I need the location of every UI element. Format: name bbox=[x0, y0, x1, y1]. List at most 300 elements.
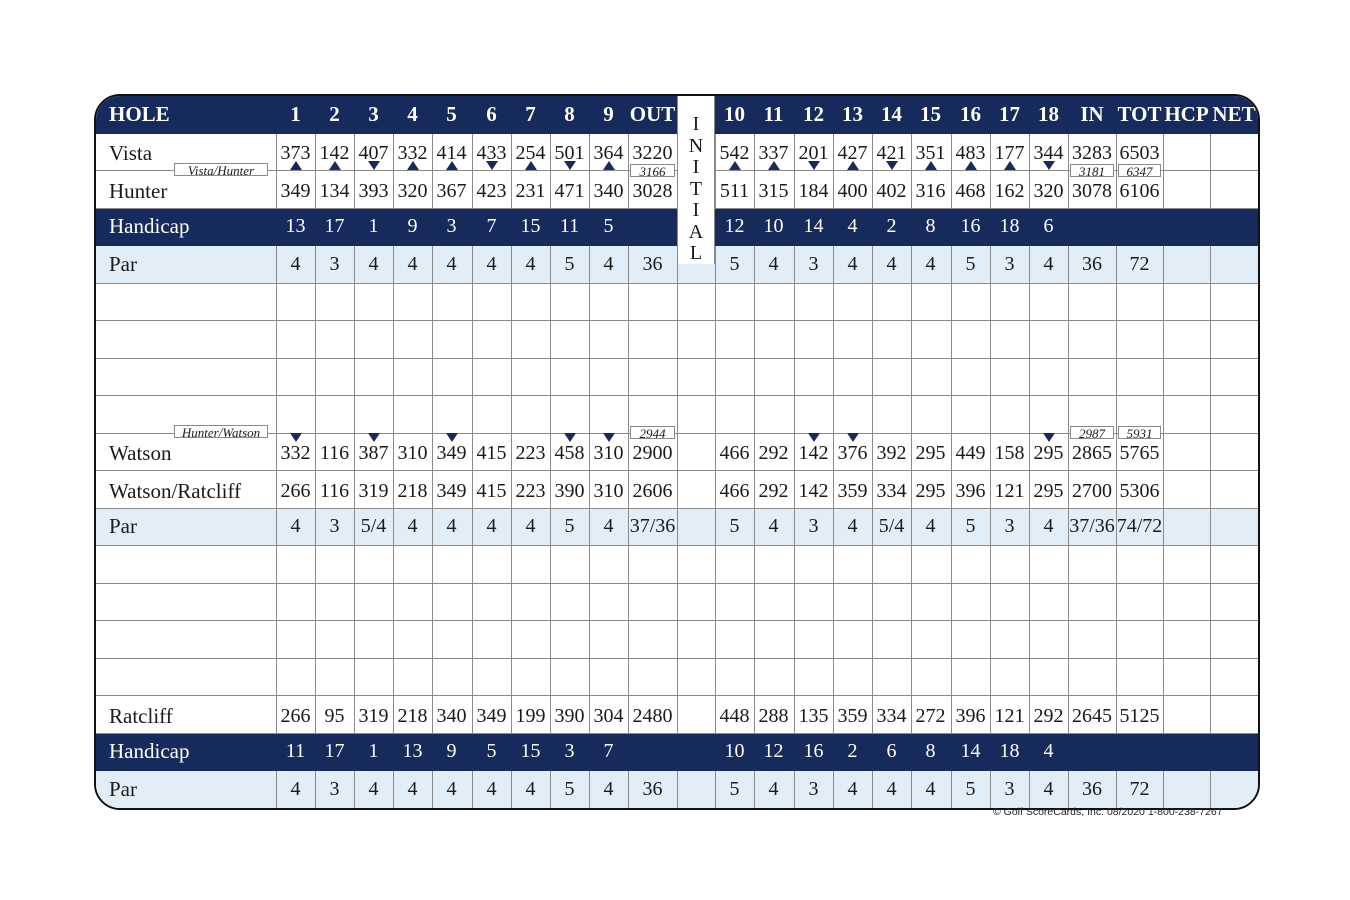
hole-value: 4 bbox=[847, 252, 858, 275]
hole-value: 3 bbox=[1004, 252, 1015, 275]
combo-total-tot: 6347 bbox=[1118, 164, 1161, 177]
hole-value: 266 bbox=[280, 704, 311, 727]
tot-value: 72 bbox=[1129, 252, 1150, 275]
in-value bbox=[1068, 734, 1116, 771]
hole-value: 4 bbox=[486, 515, 497, 538]
hole-value: 3 bbox=[329, 252, 340, 275]
initial-letter: A bbox=[688, 220, 704, 243]
hole-value: 288 bbox=[758, 704, 789, 727]
triangle-down-icon bbox=[886, 161, 898, 170]
row-label: Par bbox=[109, 777, 137, 802]
initial-column bbox=[677, 96, 715, 264]
hole-value: 402 bbox=[876, 179, 907, 202]
hole-value: 295 bbox=[915, 479, 946, 502]
hole-value: 5/4 bbox=[878, 515, 905, 538]
initial-letter: N bbox=[688, 134, 704, 157]
out-value: 2606 bbox=[632, 479, 673, 502]
hole-value: 1 bbox=[368, 740, 379, 763]
hole-value: 4 bbox=[847, 215, 858, 238]
tot-value: 6106 bbox=[1119, 179, 1160, 202]
hole-value: 320 bbox=[397, 179, 428, 202]
hole-value: 3 bbox=[329, 778, 340, 801]
combo-tag-hunter-watson: Hunter/Watson bbox=[174, 425, 268, 438]
hole-value: 349 bbox=[436, 442, 467, 465]
hole-value: 5 bbox=[603, 215, 614, 238]
row-label: Watson/Ratcliff bbox=[109, 478, 242, 503]
hole-value: 95 bbox=[324, 704, 345, 727]
handicap-row bbox=[96, 734, 1258, 772]
hole-value: 4 bbox=[925, 778, 936, 801]
triangle-up-icon bbox=[407, 209, 419, 218]
hole-value: 3 bbox=[564, 740, 575, 763]
out-header: OUT bbox=[629, 101, 676, 126]
hole-value: 400 bbox=[837, 179, 868, 202]
hole-value: 10 bbox=[724, 740, 745, 763]
hole-number-7: 7 bbox=[525, 101, 536, 126]
hole-value: 511 bbox=[719, 179, 750, 202]
hole-value: 349 bbox=[436, 479, 467, 502]
triangle-up-icon bbox=[407, 161, 419, 170]
hole-number-12: 12 bbox=[803, 101, 824, 126]
initial-letter: I bbox=[692, 156, 700, 178]
hole-value: 5 bbox=[729, 252, 740, 275]
copyright-footer: © Golf ScoreCards, Inc. 08/2020 1-800-238-7267 bbox=[993, 806, 1223, 818]
watson-ratcliff-row bbox=[96, 471, 1258, 509]
combo-total-in: 3181 bbox=[1070, 164, 1114, 177]
hole-value: 295 bbox=[1033, 442, 1064, 465]
hole-value: 376 bbox=[837, 442, 868, 465]
combo-total-out: 3166 bbox=[630, 164, 675, 177]
hole-value: 15 bbox=[520, 215, 541, 238]
hole-value: 4 bbox=[446, 515, 457, 538]
hole-value: 4 bbox=[1043, 778, 1054, 801]
hole-value: 18 bbox=[999, 215, 1020, 238]
hole-value: 158 bbox=[994, 442, 1025, 465]
hole-value: 184 bbox=[798, 179, 829, 202]
hole-value: 9 bbox=[407, 215, 418, 238]
hole-value: 4 bbox=[290, 252, 301, 275]
triangle-down-icon bbox=[808, 161, 820, 170]
hole-value: 304 bbox=[593, 704, 624, 727]
hole-value: 4 bbox=[368, 778, 379, 801]
hole-value: 423 bbox=[476, 179, 507, 202]
hole-number-18: 18 bbox=[1038, 101, 1059, 126]
initial-letter: T bbox=[689, 177, 703, 200]
triangle-down-icon bbox=[564, 161, 576, 170]
triangle-up-icon bbox=[329, 161, 341, 170]
hole-value: 5 bbox=[965, 778, 976, 801]
tot-header: TOT bbox=[1117, 101, 1162, 126]
hole-value: 4 bbox=[1043, 252, 1054, 275]
triangle-up-icon bbox=[603, 209, 615, 218]
tot-value bbox=[1116, 209, 1163, 246]
hole-value: 272 bbox=[915, 704, 946, 727]
scorecard bbox=[94, 94, 1260, 810]
hole-value: 349 bbox=[476, 704, 507, 727]
hole-value: 218 bbox=[397, 479, 428, 502]
hole-value: 396 bbox=[955, 704, 986, 727]
row-label: Par bbox=[109, 251, 137, 276]
hole-number-13: 13 bbox=[842, 101, 863, 126]
hole-value: 334 bbox=[876, 479, 907, 502]
triangle-down-icon bbox=[368, 433, 380, 442]
hole-value: 4 bbox=[603, 778, 614, 801]
hole-value: 11 bbox=[285, 740, 306, 763]
row-label: Par bbox=[109, 514, 137, 539]
out-value: 36 bbox=[642, 252, 663, 275]
hole-value: 2 bbox=[886, 215, 897, 238]
hole-value: 116 bbox=[319, 442, 350, 465]
hole-value: 359 bbox=[837, 479, 868, 502]
initial-letter: L bbox=[689, 242, 703, 264]
hole-value: 396 bbox=[955, 479, 986, 502]
out-value: 2900 bbox=[632, 442, 673, 465]
row-label: Handicap bbox=[109, 739, 190, 764]
blank-score-row[interactable] bbox=[96, 359, 1258, 397]
hole-value: 4 bbox=[290, 778, 301, 801]
hole-value: 4 bbox=[886, 252, 897, 275]
hole-value: 332 bbox=[397, 142, 428, 165]
hole-value: 390 bbox=[554, 704, 585, 727]
hole-value: 4 bbox=[768, 778, 779, 801]
out-value: 37/36 bbox=[629, 515, 676, 538]
hole-value: 319 bbox=[358, 704, 389, 727]
triangle-up-icon bbox=[525, 209, 537, 218]
hole-value: 14 bbox=[803, 215, 824, 238]
hole-value: 12 bbox=[724, 215, 745, 238]
triangle-up-icon bbox=[603, 161, 615, 170]
in-value: 2645 bbox=[1072, 704, 1112, 727]
hole-value: 5 bbox=[564, 252, 575, 275]
triangle-up-icon bbox=[925, 209, 937, 218]
out-value: 36 bbox=[642, 778, 663, 801]
hole-value: 4 bbox=[886, 778, 897, 801]
tot-value: 72 bbox=[1129, 778, 1150, 801]
hole-value: 4 bbox=[368, 252, 379, 275]
hole-number-10: 10 bbox=[724, 101, 745, 126]
ratcliff-row bbox=[96, 696, 1258, 734]
hole-value: 332 bbox=[280, 442, 311, 465]
hole-value: 483 bbox=[955, 142, 986, 165]
blank-score-row[interactable] bbox=[96, 621, 1258, 659]
hole-value: 3 bbox=[1004, 515, 1015, 538]
hole-value: 414 bbox=[436, 142, 467, 165]
hole-number-11: 11 bbox=[763, 101, 784, 126]
hole-number-15: 15 bbox=[920, 101, 941, 126]
hole-value: 266 bbox=[280, 479, 311, 502]
hole-value: 501 bbox=[554, 142, 585, 165]
hole-value: 315 bbox=[758, 179, 789, 202]
blank-score-row[interactable] bbox=[96, 584, 1258, 622]
combo-total-tot: 5931 bbox=[1118, 426, 1161, 439]
combo-total-in: 2987 bbox=[1070, 426, 1114, 439]
in-value: 3283 bbox=[1072, 142, 1112, 165]
row-label: Vista bbox=[109, 141, 153, 166]
hole-value: 373 bbox=[280, 142, 311, 165]
hole-value: 231 bbox=[515, 179, 546, 202]
net-header: NET bbox=[1212, 101, 1256, 126]
tot-value: 5306 bbox=[1119, 479, 1160, 502]
hole-value: 4 bbox=[407, 515, 418, 538]
hole-number-9: 9 bbox=[603, 101, 614, 126]
hole-value: 5/4 bbox=[360, 515, 387, 538]
triangle-up-icon bbox=[525, 161, 537, 170]
hole-number-16: 16 bbox=[960, 101, 981, 126]
blank-score-row[interactable] bbox=[96, 659, 1258, 697]
triangle-down-icon bbox=[290, 433, 302, 442]
hole-value: 16 bbox=[960, 215, 981, 238]
hole-value: 142 bbox=[798, 479, 829, 502]
hole-value: 448 bbox=[719, 704, 750, 727]
hole-value: 8 bbox=[925, 740, 936, 763]
triangle-down-icon bbox=[1043, 433, 1055, 442]
hole-value: 201 bbox=[798, 142, 829, 165]
hole-value: 4 bbox=[486, 778, 497, 801]
hole-value: 4 bbox=[847, 515, 858, 538]
hole-value: 7 bbox=[486, 215, 497, 238]
hole-value: 121 bbox=[994, 479, 1025, 502]
hole-value: 5 bbox=[486, 740, 497, 763]
hole-value: 292 bbox=[758, 442, 789, 465]
hole-value: 4 bbox=[603, 252, 614, 275]
hole-value: 7 bbox=[603, 740, 614, 763]
hole-number-4: 4 bbox=[407, 101, 418, 126]
hole-value: 458 bbox=[554, 442, 585, 465]
triangle-down-icon bbox=[368, 161, 380, 170]
hole-value: 340 bbox=[593, 179, 624, 202]
hole-number-1: 1 bbox=[290, 101, 301, 126]
hole-value: 337 bbox=[758, 142, 789, 165]
hole-value: 5 bbox=[729, 778, 740, 801]
hole-value: 16 bbox=[803, 740, 824, 763]
hole-value: 351 bbox=[915, 142, 946, 165]
hole-header-label: HOLE bbox=[109, 101, 170, 126]
hole-value: 116 bbox=[319, 479, 350, 502]
triangle-up-icon bbox=[329, 209, 341, 218]
hole-value: 316 bbox=[915, 179, 946, 202]
in-value: 36 bbox=[1082, 778, 1102, 801]
hole-value: 218 bbox=[397, 704, 428, 727]
hole-value: 4 bbox=[446, 778, 457, 801]
tot-value bbox=[1116, 734, 1163, 771]
hole-value: 344 bbox=[1033, 142, 1064, 165]
triangle-down-icon bbox=[446, 433, 458, 442]
hole-value: 3 bbox=[1004, 778, 1015, 801]
combo-total-out: 2944 bbox=[630, 426, 675, 439]
triangle-down-icon bbox=[603, 433, 615, 442]
hole-value: 4 bbox=[768, 252, 779, 275]
hole-value: 340 bbox=[436, 704, 467, 727]
out-value bbox=[628, 209, 677, 246]
hole-value: 12 bbox=[763, 740, 784, 763]
hole-number-3: 3 bbox=[368, 101, 379, 126]
hole-value: 4 bbox=[847, 778, 858, 801]
hole-value: 142 bbox=[319, 142, 350, 165]
hole-value: 121 bbox=[994, 704, 1025, 727]
triangle-down-icon bbox=[486, 161, 498, 170]
in-header: IN bbox=[1080, 101, 1104, 126]
out-value: 2480 bbox=[632, 704, 673, 727]
hole-value: 4 bbox=[925, 252, 936, 275]
blank-score-row[interactable] bbox=[96, 321, 1258, 359]
hole-value: 415 bbox=[476, 442, 507, 465]
hole-value: 471 bbox=[554, 179, 585, 202]
hcp-header: HCP bbox=[1164, 101, 1209, 126]
triangle-up-icon bbox=[1004, 209, 1016, 218]
hole-value: 310 bbox=[593, 479, 624, 502]
hole-value: 4 bbox=[768, 515, 779, 538]
hole-value: 254 bbox=[515, 142, 546, 165]
blank-score-row[interactable] bbox=[96, 284, 1258, 322]
hole-value: 4 bbox=[407, 778, 418, 801]
hole-value: 8 bbox=[925, 215, 936, 238]
out-value bbox=[628, 734, 677, 771]
hole-value: 407 bbox=[358, 142, 389, 165]
row-label: Ratcliff bbox=[109, 703, 173, 728]
hole-number-5: 5 bbox=[446, 101, 457, 126]
hole-value: 364 bbox=[593, 142, 624, 165]
hole-value: 4 bbox=[1043, 515, 1054, 538]
hole-value: 4 bbox=[525, 252, 536, 275]
hole-value: 223 bbox=[515, 442, 546, 465]
hole-value: 2 bbox=[847, 740, 858, 763]
hole-value: 4 bbox=[446, 252, 457, 275]
hole-value: 466 bbox=[719, 479, 750, 502]
hole-value: 295 bbox=[915, 442, 946, 465]
triangle-up-icon bbox=[847, 161, 859, 170]
hole-value: 5 bbox=[965, 252, 976, 275]
hole-value: 433 bbox=[476, 142, 507, 165]
triangle-up-icon bbox=[965, 161, 977, 170]
out-value: 3028 bbox=[632, 179, 673, 202]
triangle-up-icon bbox=[446, 161, 458, 170]
tot-value: 6503 bbox=[1119, 142, 1160, 165]
hole-value: 367 bbox=[436, 179, 467, 202]
hole-number-17: 17 bbox=[999, 101, 1020, 126]
hole-value: 4 bbox=[1043, 740, 1054, 763]
initial-letter: I bbox=[692, 113, 700, 135]
triangle-up-icon bbox=[768, 209, 780, 218]
hole-number-14: 14 bbox=[881, 101, 902, 126]
hole-value: 4 bbox=[603, 515, 614, 538]
in-value: 2700 bbox=[1072, 479, 1112, 502]
hole-value: 3 bbox=[446, 215, 457, 238]
hole-value: 392 bbox=[876, 442, 907, 465]
hole-value: 387 bbox=[358, 442, 389, 465]
triangle-up-icon bbox=[446, 209, 458, 218]
par-row bbox=[96, 771, 1258, 809]
hole-value: 3 bbox=[808, 778, 819, 801]
hole-value: 15 bbox=[520, 740, 541, 763]
tot-value: 74/72 bbox=[1116, 515, 1163, 538]
triangle-up-icon bbox=[290, 161, 302, 170]
hole-value: 14 bbox=[960, 740, 981, 763]
hole-value: 310 bbox=[593, 442, 624, 465]
hole-value: 393 bbox=[358, 179, 389, 202]
hole-value: 5 bbox=[564, 778, 575, 801]
hole-value: 6 bbox=[886, 740, 897, 763]
hole-value: 292 bbox=[758, 479, 789, 502]
row-label: Watson bbox=[109, 441, 172, 466]
par-row bbox=[96, 509, 1258, 547]
hole-value: 310 bbox=[397, 442, 428, 465]
tot-value: 5125 bbox=[1119, 704, 1160, 727]
hole-value: 4 bbox=[525, 515, 536, 538]
hole-value: 135 bbox=[798, 704, 829, 727]
out-value: 3220 bbox=[632, 142, 673, 165]
hole-value: 10 bbox=[763, 215, 784, 238]
hole-value: 349 bbox=[280, 179, 311, 202]
hole-value: 142 bbox=[798, 442, 829, 465]
hole-number-8: 8 bbox=[564, 101, 575, 126]
in-value: 2865 bbox=[1072, 442, 1112, 465]
tot-value: 5765 bbox=[1119, 442, 1160, 465]
triangle-up-icon bbox=[729, 209, 741, 218]
triangle-up-icon bbox=[1004, 161, 1016, 170]
hole-value: 466 bbox=[719, 442, 750, 465]
row-label: Hunter bbox=[109, 178, 168, 203]
hole-value: 4 bbox=[290, 515, 301, 538]
initial-letter: I bbox=[692, 199, 700, 221]
in-value bbox=[1068, 209, 1116, 246]
triangle-down-icon bbox=[564, 433, 576, 442]
hole-value: 427 bbox=[837, 142, 868, 165]
hole-value: 17 bbox=[324, 740, 345, 763]
hole-value: 6 bbox=[1043, 215, 1054, 238]
blank-score-row[interactable] bbox=[96, 546, 1258, 584]
hole-value: 449 bbox=[955, 442, 986, 465]
hole-value: 319 bbox=[358, 479, 389, 502]
triangle-up-icon bbox=[925, 161, 937, 170]
hole-value: 13 bbox=[285, 215, 306, 238]
hole-value: 1 bbox=[368, 215, 379, 238]
hole-value: 17 bbox=[324, 215, 345, 238]
hole-value: 4 bbox=[525, 778, 536, 801]
hole-value: 359 bbox=[837, 704, 868, 727]
hole-number-6: 6 bbox=[486, 101, 497, 126]
hole-value: 415 bbox=[476, 479, 507, 502]
row-label: Handicap bbox=[109, 214, 190, 239]
hole-value: 223 bbox=[515, 479, 546, 502]
hole-value: 390 bbox=[554, 479, 585, 502]
hole-value: 9 bbox=[446, 740, 457, 763]
triangle-up-icon bbox=[729, 161, 741, 170]
hole-value: 11 bbox=[559, 215, 580, 238]
hole-value: 5 bbox=[729, 515, 740, 538]
hole-value: 334 bbox=[876, 704, 907, 727]
triangle-up-icon bbox=[847, 209, 859, 218]
hole-value: 5 bbox=[564, 515, 575, 538]
hole-value: 421 bbox=[876, 142, 907, 165]
hole-value: 134 bbox=[319, 179, 350, 202]
combo-tag-vista-hunter: Vista/Hunter bbox=[174, 163, 268, 176]
in-value: 37/36 bbox=[1069, 515, 1115, 538]
hole-value: 468 bbox=[955, 179, 986, 202]
hole-value: 320 bbox=[1033, 179, 1064, 202]
triangle-up-icon bbox=[768, 161, 780, 170]
hole-value: 13 bbox=[402, 740, 423, 763]
triangle-up-icon bbox=[290, 209, 302, 218]
hole-value: 4 bbox=[407, 252, 418, 275]
hole-value: 3 bbox=[808, 515, 819, 538]
hole-number-2: 2 bbox=[329, 101, 340, 126]
triangle-down-icon bbox=[808, 433, 820, 442]
hole-value: 162 bbox=[994, 179, 1025, 202]
hole-value: 177 bbox=[994, 142, 1025, 165]
hole-value: 3 bbox=[329, 515, 340, 538]
in-value: 36 bbox=[1082, 252, 1102, 275]
hole-value: 292 bbox=[1033, 704, 1064, 727]
